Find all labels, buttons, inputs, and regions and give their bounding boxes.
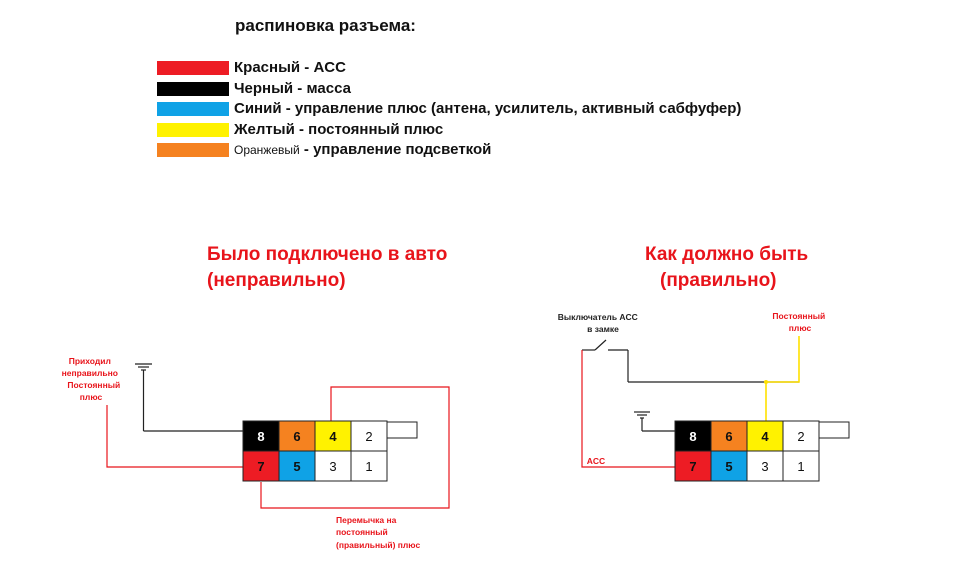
pin-6-label: 6 <box>293 429 301 444</box>
switch-label-line: Выключатель ACC <box>557 312 638 322</box>
note-wrong-line: Приходил <box>68 356 111 366</box>
pin-1-label: 1 <box>365 459 373 474</box>
pin-2-label: 2 <box>797 429 805 444</box>
note-wrong <box>62 356 123 402</box>
wrong-wire <box>107 405 243 467</box>
connector-left <box>243 421 417 481</box>
constant-label-line: Постоянный <box>772 311 826 321</box>
legend-color-name: Синий <box>234 100 282 117</box>
note-jumper <box>336 515 420 550</box>
pin-5-label: 5 <box>725 459 733 474</box>
junction-dot <box>764 380 768 384</box>
legend-color-name: Желтый <box>234 120 295 138</box>
note-jumper-line: Перемычка на <box>336 515 397 525</box>
acc-label: ACC <box>586 456 606 466</box>
switch-label-line: в замке <box>587 324 619 334</box>
note-jumper-line: постоянный <box>336 527 388 537</box>
pin-5-label: 5 <box>293 459 301 474</box>
ground-icon <box>135 364 243 431</box>
right-heading-line1: Как должно быть <box>645 244 809 265</box>
pin-7-label: 7 <box>689 459 697 474</box>
connector-latch <box>819 422 849 438</box>
pin-3-label: 3 <box>761 459 769 474</box>
legend-description: управление плюс (антена, усилитель, активный сабфуфер) <box>294 100 742 117</box>
legend-color-name: Оранжевый <box>234 143 300 157</box>
page-title: распиновка разъема: <box>235 16 416 35</box>
pin-6-label: 6 <box>725 429 733 444</box>
note-wrong-line: Постоянный <box>67 380 121 390</box>
connector-latch <box>387 422 417 438</box>
legend-description: ACC <box>313 59 346 76</box>
left-heading-line2: (неправильно) <box>207 270 346 291</box>
legend-description: управление подсветкой <box>313 141 492 158</box>
legend-color-name: Черный <box>234 79 294 97</box>
pin-2-label: 2 <box>365 429 373 444</box>
right-diagram <box>558 311 849 481</box>
connector-right <box>675 421 849 481</box>
pin-4-label: 4 <box>329 429 337 444</box>
ground-icon <box>634 412 675 431</box>
constant-label <box>772 311 827 333</box>
acc-switch-icon <box>582 340 799 382</box>
legend-description: масса <box>306 79 351 97</box>
note-wrong-line: плюс <box>79 392 103 402</box>
left-heading-line1: Было подключено в авто <box>207 244 448 265</box>
pin-4-label: 4 <box>761 429 769 444</box>
constant-label-line: плюс <box>788 323 812 333</box>
right-heading-line2: (правильно) <box>660 270 777 291</box>
note-jumper-line: (правильный) плюс <box>336 540 421 550</box>
pin-1-label: 1 <box>797 459 805 474</box>
pin-3-label: 3 <box>329 459 337 474</box>
switch-label <box>558 312 640 334</box>
legend-description: постоянный плюс <box>308 120 444 138</box>
pin-8-label: 8 <box>689 429 697 444</box>
left-diagram <box>62 356 449 550</box>
note-wrong-line: неправильно <box>61 368 118 378</box>
pin-7-label: 7 <box>257 459 265 474</box>
pin-8-label: 8 <box>257 429 265 444</box>
constant-plus-wire <box>766 336 799 421</box>
legend-color-name: Красный <box>234 59 301 76</box>
